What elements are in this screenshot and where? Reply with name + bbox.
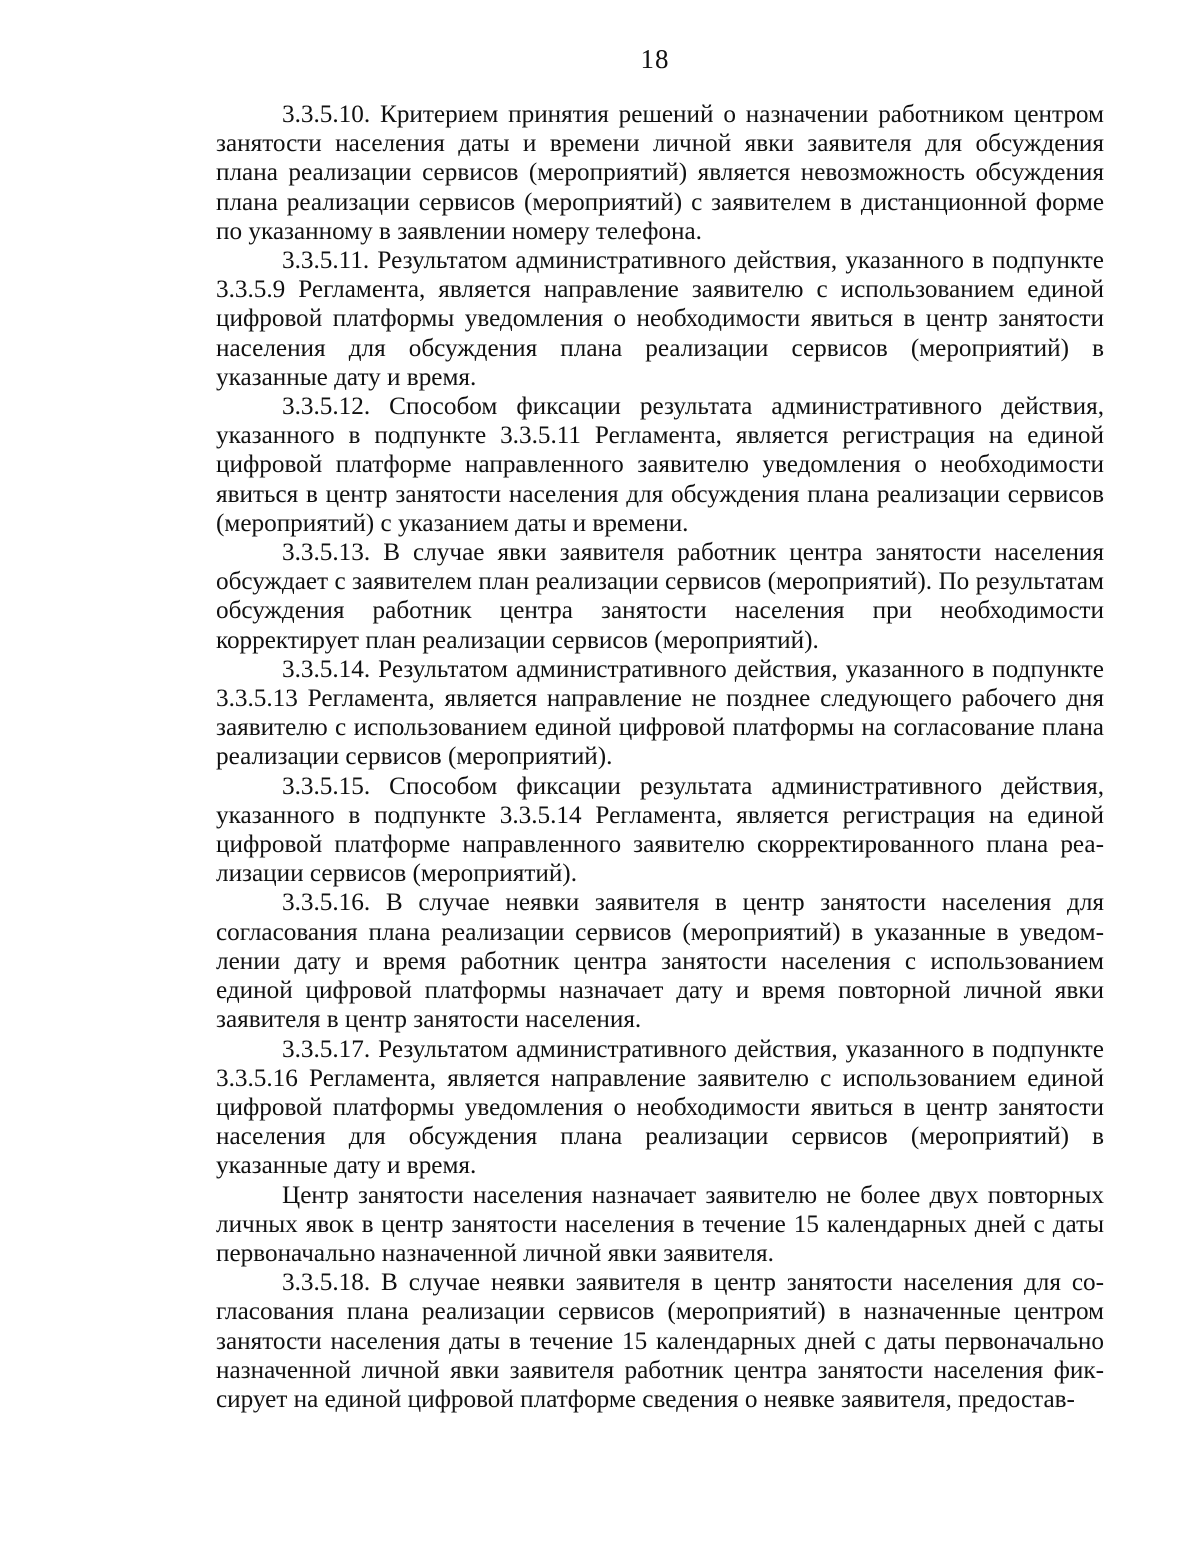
paragraph-repeat-visits: Центр занятости населения назначает заявителю не более двух повторных личных явок в центр занятости населения в течение 15 календарных дней с даты первоначально назначенной личной явки заявителя. <box>216 1181 1104 1267</box>
paragraph-3-3-5-18: 3.3.5.18. В случае неявки заявителя в центр занятости населения для согласования плана реализации сервисов (мероприятий) в назначенные центром занятости населения даты в течение 15 календарных дней с даты первоначально назначенной личной явки заявителя работник центра занятости населения фиксирует на единой цифровой платформе сведения о неявке заявителя, предостав- <box>216 1269 1104 1413</box>
document-body <box>216 100 1104 1414</box>
paragraph-3-3-5-14: 3.3.5.14. Результатом административного действия, указанного в подпункте 3.3.5.13 Регламента, является направление не позднее следующего рабочего дня заявителю с использованием единой цифровой платформы на согласование плана реализации сервисов (мероприятий). <box>216 655 1104 771</box>
paragraph-3-3-5-16: 3.3.5.16. В случае неявки заявителя в центр занятости населения для согласования плана реализации сервисов (мероприятий) в указанные в уведомлении дату и время работник центра занятости населения с использованием единой цифровой платформы назначает дату и время повторной личной явки заявителя в центр занятости населения. <box>216 889 1104 1034</box>
paragraph-3-3-5-10: 3.3.5.10. Критерием принятия решений о назначении работником центром занятости населения даты и времени личной явки заявителя для обсуждения плана реализации сервисов (мероприятий) является невозможность обсуждения плана реализации сервисов (мероприятий) с заявителем в дистанционной форме по указанному в заявлении номеру телефона. <box>216 101 1104 245</box>
paragraph-3-3-5-13: 3.3.5.13. В случае явки заявителя работник центра занятости населения обсуждает с заявителем план реализации сервисов (мероприятий). По результатам обсуждения работник центра занятости населения при необходимости корректирует план реализации сервисов (мероприятий). <box>216 539 1104 654</box>
page-number: 18 <box>640 44 670 74</box>
paragraph-3-3-5-17: 3.3.5.17. Результатом административного действия, указанного в подпункте 3.3.5.16 Регламента, является направление заявителю с использованием единой цифровой платформы уведомления о необходимости явиться в центр занятости населения для обсуждения плана реализации сервисов (мероприятий) в указанные дату и время. <box>216 1035 1104 1180</box>
paragraph-3-3-5-11: 3.3.5.11. Результатом административного действия, указанного в подпункте 3.3.5.9 Регламента, является направление заявителю с использованием единой цифровой платформы уведомления о необходимости явиться в центр занятости населения для обсуждения плана реализации сервисов (мероприятий) в указанные дату и время. <box>216 247 1104 391</box>
paragraph-3-3-5-15: 3.3.5.15. Способом фиксации результата административного действия, указанного в подпункте 3.3.5.14 Регламента, является регистрация на единой цифровой платформе направленного заявителю скорректированного плана реализации сервисов (мероприятий). <box>216 772 1104 888</box>
paragraph-3-3-5-12: 3.3.5.12. Способом фиксации результата административного действия, указанного в подпункте 3.3.5.11 Регламента, является регистрация на единой цифровой платформе направленного заявителю уведомления о необходимости явиться в центр занятости населения для обсуждения плана реализации сервисов (мероприятий) с указанием даты и времени. <box>216 393 1104 537</box>
